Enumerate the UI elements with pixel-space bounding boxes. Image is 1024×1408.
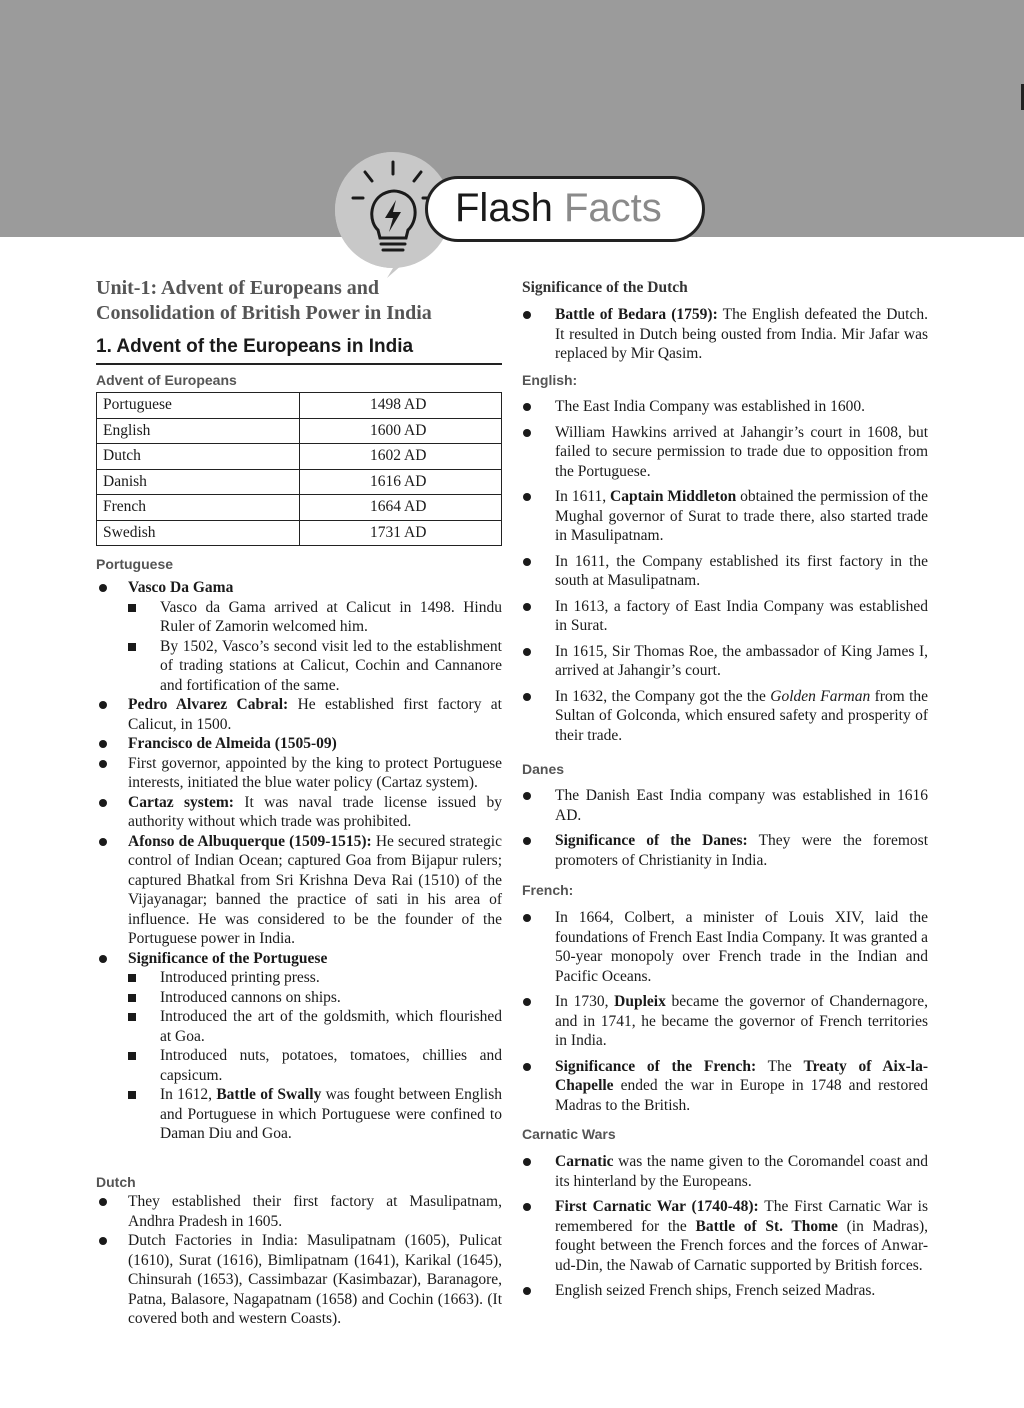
list-item: Introduced nuts, potatoes, tomatoes, chillies and capsicum. (96, 1046, 502, 1085)
item-text: In 1730, (555, 993, 615, 1010)
table-row (97, 469, 502, 495)
item-text: from the Sultan of Golconda, which ensured safety and prosperity of their trade. (555, 687, 929, 744)
french-heading: French: (522, 882, 574, 898)
table-row (97, 520, 502, 546)
item-text: The First Carnatic War is remembered for the (555, 1198, 929, 1235)
list-item (96, 734, 502, 754)
list-item (96, 578, 502, 598)
item-text: It was naval trade license issued by authority without which trade was prohibited. (128, 793, 503, 830)
bold-label: Battle of Swally (216, 1086, 322, 1103)
list-item: In 1615, Sir Thomas Roe, the ambassador of King James I, arrived at Jahangir’s court. (522, 642, 928, 681)
bold-label: Significance of the Portuguese (128, 949, 328, 967)
list-item (522, 1152, 928, 1191)
list-item (522, 487, 928, 546)
list-item: By 1502, Vasco’s second visit led to the establishment of trading stations at Calicut, Cochin and Cannanore and fortification of the same. (96, 637, 502, 696)
title-word-flash: Flash (455, 186, 553, 230)
unit-title: Unit-1: Advent of Europeans and Consolidation of British Power in India (96, 277, 432, 324)
item-text: was fought between English and Portuguese in which Portuguese were confined to Daman Diu and Goa. (160, 1086, 502, 1142)
item-text: obtained the permission of the Mughal governor of Surat to trade there, also started trade in Masulipatnam. (555, 488, 928, 544)
bold-label: Significance of the French: (555, 1057, 757, 1075)
item-text: In 1612, (160, 1086, 217, 1103)
list-item (522, 1057, 928, 1116)
list-item: In 1613, a factory of East India Company was established in Surat. (522, 597, 928, 636)
bold-label: Carnatic (555, 1153, 614, 1170)
table-cell: 1731 AD (300, 520, 502, 546)
english-heading: English: (522, 372, 578, 388)
table-row (97, 393, 502, 419)
vasco-title: Vasco Da Gama (128, 579, 234, 596)
portuguese-heading: Portuguese (96, 556, 174, 572)
item-text: The (756, 1057, 804, 1075)
flash-facts-title (455, 184, 662, 232)
carnatic-heading: Carnatic Wars (522, 1126, 616, 1142)
bold-label: Battle of Bedara (1759): (555, 306, 718, 323)
advent-heading: Advent of Europeans (96, 372, 237, 388)
item-text: became the governor of Chandernagore, and in 1741, he became the governor of French territories in India. (555, 993, 928, 1049)
item-text: ended the war in Europe in 1748 and restored Madras to the British. (555, 1077, 928, 1114)
bold-label: Afonso de Albuquerque (1509-1515): (128, 832, 372, 850)
list-item: In 1664, Colbert, a minister of Louis XIV, laid the foundations of French East India Company. It was granted a 50-year monopoly over French trade in the Indian and Pacific Oceans. (522, 908, 928, 986)
bold-label: Dupleix (614, 993, 666, 1010)
list-item: Introduced the art of the goldsmith, which flourished at Goa. (96, 1007, 502, 1046)
list-item (96, 832, 502, 949)
advent-table (96, 392, 502, 546)
table-cell: 1616 AD (300, 469, 502, 495)
list-item: English seized French ships, French seized Madras. (522, 1281, 928, 1301)
bold-label: Francisco de Almeida (1505-09) (128, 735, 337, 752)
bold-label: First Carnatic War (1740-48): (555, 1198, 759, 1215)
item-text: In 1611, (555, 488, 611, 505)
item-text: In 1632, the Company got the the (555, 687, 771, 705)
table-cell: French (97, 495, 300, 521)
list-item (522, 831, 928, 870)
dutch-heading: Dutch (96, 1174, 136, 1190)
danes-content (522, 786, 928, 870)
bold-label: Battle of St. Thome (695, 1217, 838, 1235)
dutch-content (96, 1192, 502, 1329)
table-cell: 1602 AD (300, 444, 502, 470)
danes-heading: Danes (522, 761, 565, 777)
item-text: He established first factory at Calicut, in 1500. (128, 696, 502, 733)
list-item: Dutch Factories in India: Masulipatnam (1605), Pulicat (1610), Surat (1616), Bimlipatnam (1641), Karikal (1645), Chinsurah (1653), Cassimbazar (Kasimbazar), Baranagore, Patna, Balasore, Nagapatnam (1658) and Cochin (1663). (It covered both and western Coasts). (96, 1231, 502, 1329)
list-item: Vasco da Gama arrived at Calicut in 1498. Hindu Ruler of Zamorin welcomed him. (96, 598, 502, 637)
bold-label: Significance of the Danes: (555, 832, 748, 849)
table-row (97, 495, 502, 521)
table-cell: Danish (97, 469, 300, 495)
table-cell: 1600 AD (300, 418, 502, 444)
table-row (97, 418, 502, 444)
sig-dutch-heading: Significance of the Dutch (522, 279, 688, 296)
list-item: The East India Company was established in 1600. (522, 397, 928, 417)
table-cell: 1664 AD (300, 495, 502, 521)
carnatic-content (522, 1152, 928, 1301)
french-content (522, 908, 928, 1115)
italic-term: Golden Farman (770, 687, 871, 705)
list-item (522, 992, 928, 1051)
table-cell: Dutch (97, 444, 300, 470)
list-item (96, 695, 502, 734)
table-cell: 1498 AD (300, 393, 502, 419)
item-text: They were the foremost promoters of Christianity in India. (555, 832, 928, 869)
table-cell: English (97, 418, 300, 444)
table-cell: Portuguese (97, 393, 300, 419)
bold-label: Captain Middleton (610, 488, 737, 505)
list-item: In 1611, the Company established its first factory in the south at Masulipatnam. (522, 552, 928, 591)
dutch-significance (522, 305, 928, 364)
section-title: 1. Advent of the Europeans in India (96, 334, 502, 365)
table-row (97, 444, 502, 470)
item-text: (in Madras), fought between the French forces and the forces of Anwar-ud-Din, the Nawab of Carnatic supported by British forces. (555, 1217, 929, 1274)
list-item (96, 1085, 502, 1144)
title-word-facts: Facts (563, 186, 662, 230)
bold-label: Pedro Alvarez Cabral: (128, 696, 289, 713)
list-item: The Danish East India company was established in 1616 AD. (522, 786, 928, 825)
list-item: Introduced printing press. (96, 968, 502, 988)
list-item: They established their first factory at Masulipatnam, Andhra Pradesh in 1605. (96, 1192, 502, 1231)
item-text: was the name given to the Coromandel coast and its hinterland by the Europeans. (555, 1153, 928, 1190)
list-item (96, 793, 502, 832)
list-item: First governor, appointed by the king to protect Portuguese interests, initiated the blue water policy (Cartaz system). (96, 754, 502, 793)
table-cell: Swedish (97, 520, 300, 546)
list-item: Introduced cannons on ships. (96, 988, 502, 1008)
list-item: William Hawkins arrived at Jahangir’s court in 1608, but failed to secure permission to trade due to opposition from the Portuguese. (522, 423, 928, 482)
list-item (522, 1197, 928, 1275)
item-text: He secured strategic control of Indian Ocean; captured Goa from Bijapur rulers; captured Bhatkal from Sri Krishna Deva Rai (1510) of the Vijayanagar; banned the practice of sati in his area of influence. He was considered to be the founder of the Portuguese power in India. (128, 832, 502, 947)
bold-label: Cartaz system: (128, 793, 234, 811)
list-item (96, 949, 502, 969)
bold-label: Treaty of Aix-la-Chapelle (555, 1057, 928, 1094)
portuguese-content (96, 578, 502, 1144)
list-item (522, 687, 928, 746)
item-text: The English defeated the Dutch. It resulted in Dutch being ousted from India. Mir Jafar was replaced by Mir Qasim. (555, 306, 928, 362)
english-content (522, 397, 928, 745)
list-item (522, 305, 928, 364)
